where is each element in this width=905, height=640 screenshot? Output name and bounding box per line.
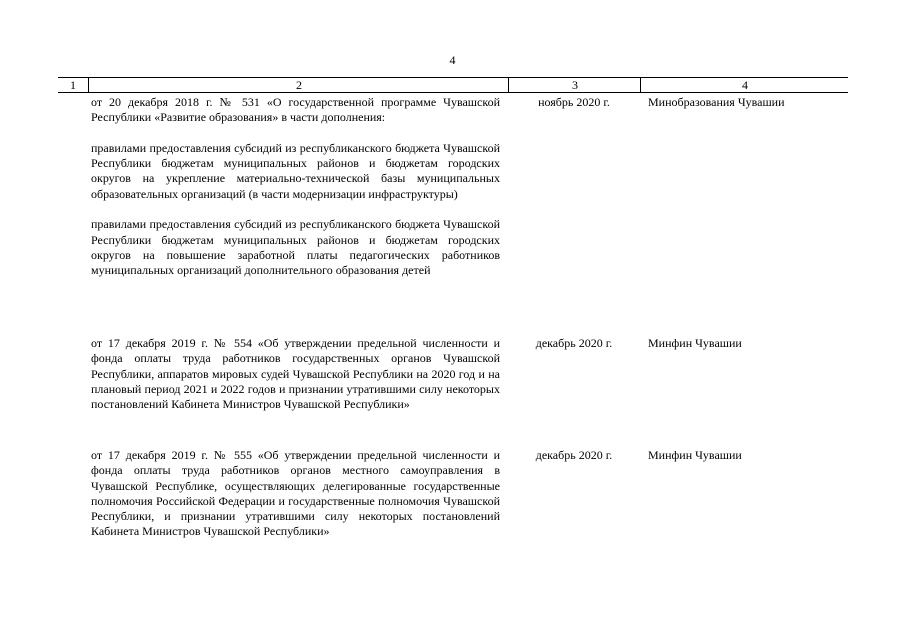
description-paragraph: правилами предоставления субсидий из республиканского бюджета Чувашской Республики бюджетам муниципальных районов и бюджетам городских округов на повышение заработной платы педагогических работников муниципальных организаций дополнительного образования детей [91,217,500,278]
description-paragraph: от 20 декабря 2018 г. № 531 «О государственной программе Чувашской Республики «Развитие образования» в части дополнения: [91,95,500,125]
page-number: 4 [449,53,456,67]
column-header-3: 3 [508,78,641,92]
description-paragraph: правилами предоставления субсидий из республиканского бюджета Чувашской Республики бюджетам муниципальных районов и бюджетам городских округов на укрепление материально-технической базы муниципальных образовательных организаций (в части модернизации инфраструктуры) [91,140,500,201]
deadline-cell: ноябрь 2020 г. [538,95,610,109]
executor-cell: Минфин Чувашии [648,336,742,350]
document-description [91,336,500,412]
column-header-2: 2 [88,78,509,92]
description-paragraph: от 17 декабря 2019 г. № 554 «Об утверждении предельной численности и фонда оплаты труда работников государственных органов Чувашской Республики, аппаратов мировых судей Чувашской Республики на 2020 год и на плановый период 2021 и 2022 годов и признании утратившими силу некоторых постановлений Кабинета Министров Чувашской Республики» [91,336,500,412]
deadline-cell: декабрь 2020 г. [535,448,613,462]
executor-cell: Минобразования Чувашии [648,95,785,109]
executor-cell: Минфин Чувашии [648,448,742,462]
column-header-4: 4 [640,78,849,92]
description-paragraph: от 17 декабря 2019 г. № 555 «Об утверждении предельной численности и фонда оплаты труда работников органов местного самоуправления в Чувашской Республике, осуществляющих делегированные государственные полномочия Российской Федерации и государственные полномочия Чувашской Республики, и признании утратившими силу некоторых постановлений Кабинета Министров Чувашской Республики» [91,448,500,539]
deadline-cell: декабрь 2020 г. [535,336,613,350]
column-header-1: 1 [70,78,76,92]
document-description [91,448,500,540]
document-description [91,95,500,279]
table-header-row [58,77,848,93]
